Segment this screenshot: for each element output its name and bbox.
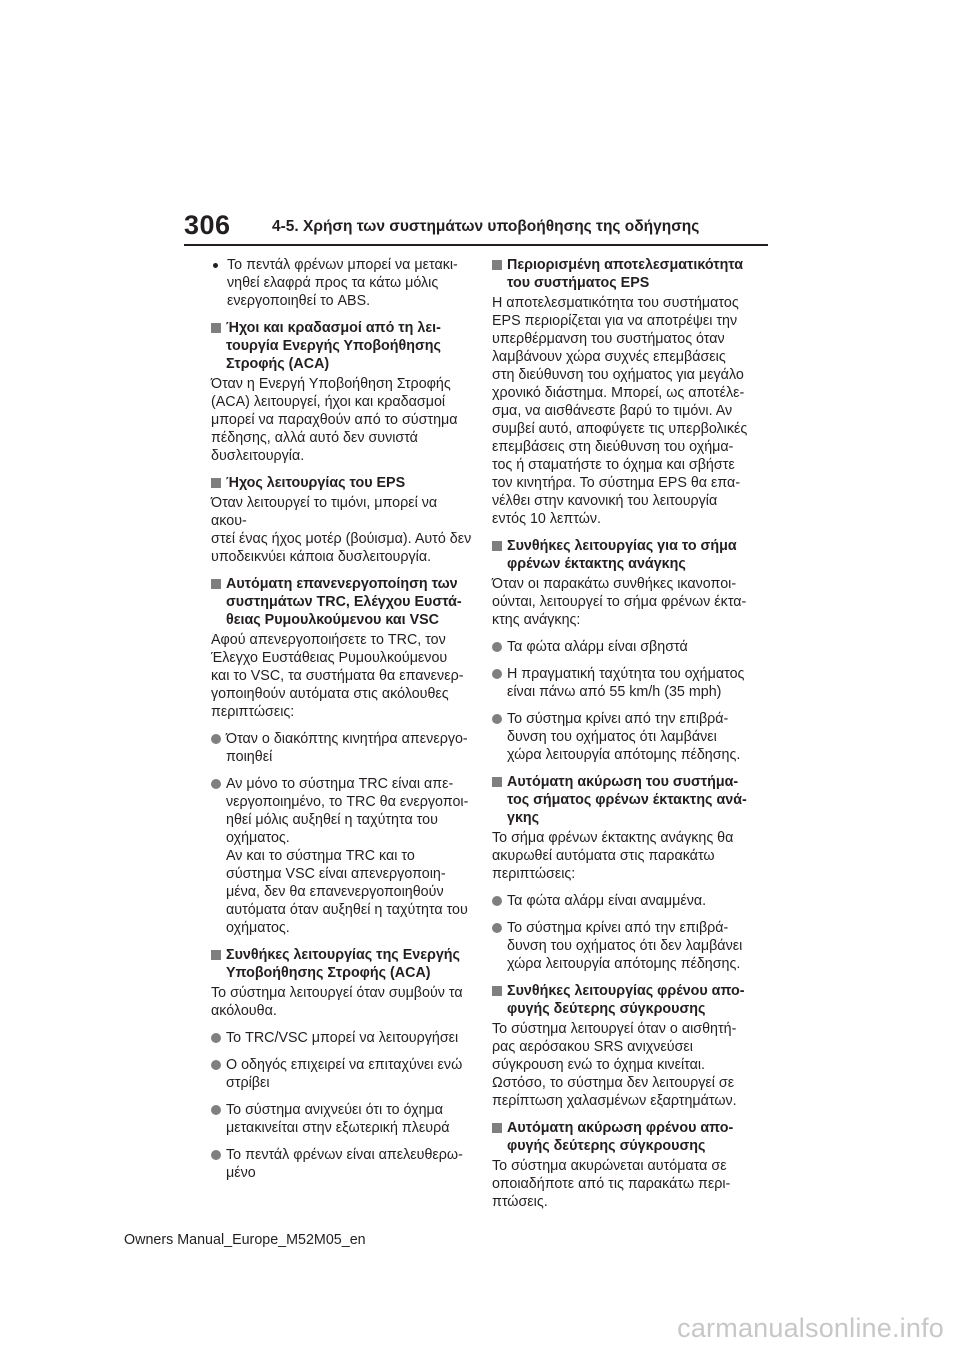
list-item-text: Το πεντάλ φρένων είναι απελευθερω- μένο [226, 1147, 463, 1181]
circle-bullet-icon [492, 923, 502, 933]
section-heading: Ήχοι και κραδασμοί από τη λει- τουργία Ενεργής Υποβοήθησης Στροφής (ACA) [226, 320, 441, 372]
list-item-text: Το σύστημα κρίνει από την επιβρά- δυνση του οχήματος ότι λαμβάνει χώρα λειτουργία απότομης πέδησης. [507, 711, 741, 763]
section-eps-limited [492, 256, 755, 528]
section-aca-noise [211, 319, 474, 465]
square-bullet-icon [492, 986, 502, 996]
section-heading: Αυτόματη ακύρωση του συστήμα- τος σήματος φρένων έκτακτης ανά- γκης [507, 774, 747, 826]
section-heading: Συνθήκες λειτουργίας της Ενεργής Υποβοήθησης Στροφής (ACA) [226, 947, 460, 981]
circle-bullet-icon [211, 734, 221, 744]
section-ess-conditions [492, 537, 755, 764]
circle-bullet-icon [211, 1150, 221, 1160]
section-text: Το σύστημα λειτουργεί όταν συμβούν τα ακόλουθα. [211, 985, 463, 1019]
section-scb-cancel [492, 1119, 755, 1211]
square-bullet-icon [492, 777, 502, 787]
list-item-text: Το TRC/VSC μπορεί να λειτουργήσει [226, 1030, 459, 1046]
header-rule [184, 244, 768, 246]
list-item-text: Το σύστημα κρίνει από την επιβρά- δυνση του οχήματος ότι δεν λαμβάνει χώρα λειτουργία απότομης πέδησης. [507, 920, 743, 972]
circle-bullet-icon [492, 669, 502, 679]
list-item [211, 730, 474, 766]
list-item [211, 1101, 474, 1137]
list-item-text: Το σύστημα ανιχνεύει ότι το όχημα μετακινείται στην εξωτερική πλευρά [226, 1102, 450, 1136]
square-bullet-icon [211, 579, 221, 589]
intro-bullet-text: Το πεντάλ φρένων μπορεί να μετακι- νηθεί ελαφρά προς τα κάτω μόλις ενεργοποιηθεί το ABS. [227, 257, 458, 309]
list-item-text: Η πραγματική ταχύτητα του οχήματος είναι πάνω από 55 km/h (35 mph) [507, 666, 745, 700]
section-text: Αφού απενεργοποιήσετε το TRC, τον Έλεγχο Ευστάθειας Ρυμουλκούμενου και το VSC, τα συστήματα θα επανενερ- γοποιηθούν αυτόματα στις ακόλουθες περιπτώσεις: [211, 632, 464, 720]
section-heading: Περιορισμένη αποτελεσματικότητα του συστήματος EPS [507, 257, 744, 291]
list-item [211, 1029, 474, 1047]
list-item [492, 710, 755, 764]
circle-bullet-icon [211, 1060, 221, 1070]
list-item [492, 919, 755, 973]
right-column [492, 256, 755, 1220]
circle-bullet-icon [211, 779, 221, 789]
section-heading: Αυτόματη επανενεργοποίηση των συστημάτων TRC, Ελέγχου Ευστά- θειας Ρυμουλκούμενου και VSC [226, 576, 462, 628]
section-text: Το σήμα φρένων έκτακτης ανάγκης θα ακυρωθεί αυτόματα στις παρακάτω περιπτώσεις: [492, 830, 734, 882]
square-bullet-icon [492, 260, 502, 270]
section-text: Όταν λειτουργεί το τιμόνι, μπορεί να ακου- στεί ένας ήχος μοτέρ (βούισμα). Αυτό δεν υποδεικνύει κάποια δυσλειτουργία. [211, 495, 472, 565]
square-bullet-icon [211, 323, 221, 333]
list-item [492, 665, 755, 701]
circle-bullet-icon [492, 714, 502, 724]
footer-text: Owners Manual_Europe_M52M05_en [124, 1232, 366, 1248]
section-text: Όταν οι παρακάτω συνθήκες ικανοποι- ούνται, λειτουργεί το σήμα φρένων έκτα- κτης ανάγκης: [492, 576, 747, 628]
circle-bullet-icon [211, 1033, 221, 1043]
square-bullet-icon [492, 1123, 502, 1133]
left-column [211, 256, 474, 1191]
watermark: carmanualsonline.info [677, 1313, 944, 1343]
bullet-dot-icon [213, 263, 218, 268]
square-bullet-icon [492, 541, 502, 551]
section-heading: Συνθήκες λειτουργίας φρένου απο- φυγής δεύτερης σύγκρουσης [507, 983, 745, 1017]
section-heading: Ήχος λειτουργίας του EPS [226, 475, 406, 491]
section-ess-cancel [492, 773, 755, 973]
section-text: Το σύστημα ακυρώνεται αυτόματα σε οποιαδήποτε από τις παρακάτω περι- πτώσεις. [492, 1158, 731, 1210]
section-aca-conditions [211, 946, 474, 1182]
list-item-text: Όταν ο διακόπτης κινητήρα απενεργο- ποιηθεί [226, 731, 468, 765]
section-eps-sound [211, 474, 474, 566]
circle-bullet-icon [492, 642, 502, 652]
list-item-text: Τα φώτα αλάρμ είναι αναμμένα. [507, 893, 707, 909]
square-bullet-icon [211, 950, 221, 960]
page-number: 306 [184, 210, 231, 240]
section-text: Το σύστημα λειτουργεί όταν ο αισθητή- ρας αερόσακου SRS ανιχνεύσει σύγκρουση ενώ το όχημα κινείται. Ωστόσο, το σύστημα δεν λειτουργεί σε περίπτωση χαλασμένων εξαρτημάτων. [492, 1021, 737, 1109]
section-heading: Αυτόματη ακύρωση φρένου απο- φυγής δεύτερης σύγκρουσης [507, 1120, 734, 1154]
section-title: 4-5. Χρήση των συστημάτων υποβοήθησης της οδήγησης [272, 218, 700, 235]
list-item-text: Ο οδηγός επιχειρεί να επιταχύνει ενώ στρίβει [226, 1057, 463, 1091]
list-item [492, 638, 755, 656]
section-text: Όταν η Ενεργή Υποβοήθηση Στροφής (ACA) λειτουργεί, ήχοι και κραδασμοί μπορεί να παραχθούν από το σύστημα πέδησης, αλλά αυτό δεν συνιστά δυσλειτουργία. [211, 376, 458, 464]
list-item [211, 775, 474, 937]
section-heading: Συνθήκες λειτουργίας για το σήμα φρένων έκτακτης ανάγκης [507, 538, 737, 572]
list-item [211, 1056, 474, 1092]
list-item-text: Τα φώτα αλάρμ είναι σβηστά [507, 639, 688, 655]
list-item [492, 892, 755, 910]
section-auto-reactivation [211, 575, 474, 937]
intro-bullet [211, 256, 474, 310]
list-item [211, 1146, 474, 1182]
section-scb-conditions [492, 982, 755, 1110]
circle-bullet-icon [492, 896, 502, 906]
circle-bullet-icon [211, 1105, 221, 1115]
list-item-text: Αν μόνο το σύστημα TRC είναι απε- νεργοποιημένο, το TRC θα ενεργοποι- ηθεί μόλις αυξηθεί η ταχύτητα του οχήματος. Αν και το σύστημα TRC και το σύστημα VSC είναι απενεργοποιη- μένα, δεν θα επανενεργοποιηθούν αυτόματα όταν αυξηθεί η ταχύτητα του οχήματος. [226, 776, 469, 936]
square-bullet-icon [211, 478, 221, 488]
section-text: Η αποτελεσματικότητα του συστήματος EPS περιορίζεται για να αποτρέψει την υπερθέρμανση του συστήματος όταν λαμβάνουν χώρα συχνές επεμβάσεις στη διεύθυνση του οχήματος για μεγάλο χρονικό διάστημα. Μπορεί, ως αποτέλε- σμα, να αισθάνεστε βαρύ το τιμόνι. Αν συμβεί αυτό, αποφύγετε τις υπερβολικές επεμβάσεις στη διεύθυνση του οχήμα- τος ή σταματήστε το όχημα και σβήστε τον κινητήρα. Το σύστημα EPS θα επα- νέλθει στην κανονική του λειτουργία εντός 10 λεπτών. [492, 295, 748, 527]
